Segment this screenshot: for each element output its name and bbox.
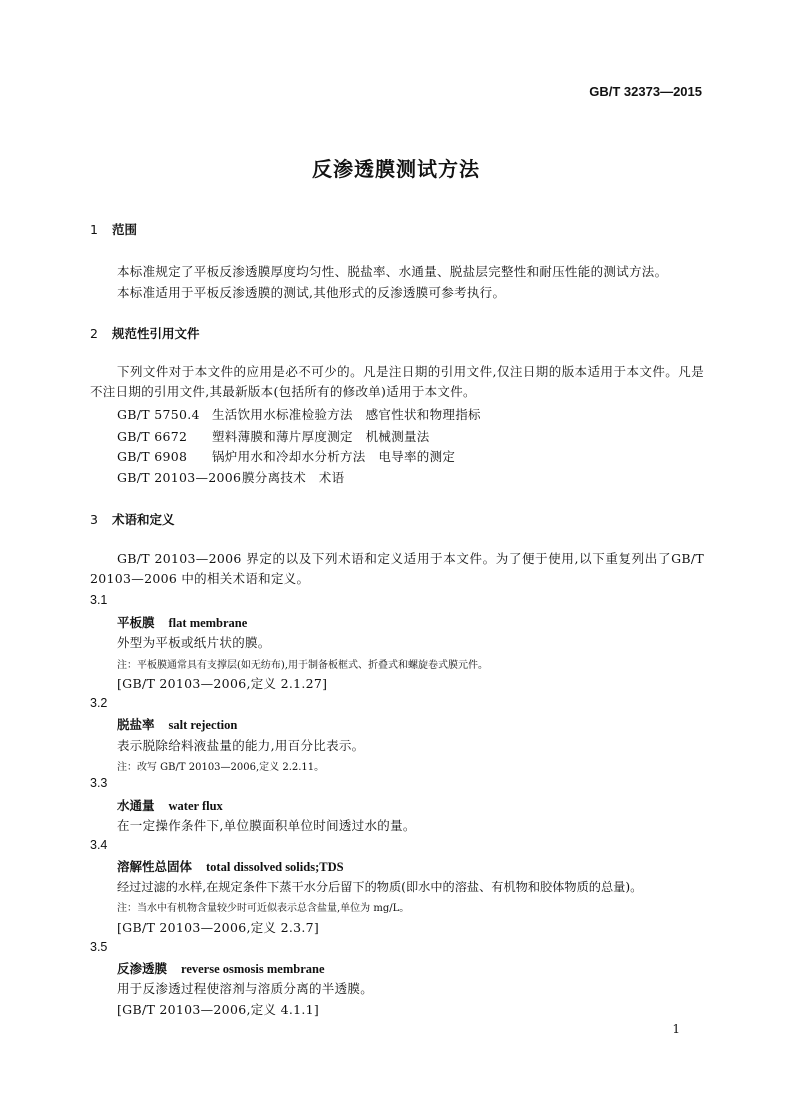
- paragraph: 下列文件对于本文件的应用是必不可少的。凡是注日期的引用文件,仅注日期的版本适用于本文件。凡是不注日期的引用文件,其最新版本(包括所有的修改单)适用于本文件。: [90, 364, 704, 399]
- term-chinese: 脱盐率: [117, 717, 155, 732]
- reference-title: 塑料薄膜和薄片厚度测定 机械测量法: [212, 429, 430, 444]
- term-heading: [117, 857, 344, 875]
- reference-title: 生活饮用水标准检验方法 感官性状和物理指标: [212, 407, 481, 422]
- term-chinese: 平板膜: [117, 615, 155, 630]
- term-definition: 在一定操作条件下,单位膜面积单位时间透过水的量。: [117, 818, 416, 833]
- term-english: reverse osmosis membrane: [181, 962, 325, 976]
- standard-number: GB/T 32373—2015: [589, 84, 702, 99]
- term-english: total dissolved solids;TDS: [206, 860, 344, 874]
- reference-item: [117, 405, 481, 423]
- reference-code: GB/T 6672: [117, 429, 188, 444]
- reference-item: [117, 427, 430, 445]
- section-number: 2: [90, 326, 98, 341]
- term-definition: 表示脱除给料液盐量的能力,用百分比表示。: [117, 738, 365, 753]
- term-english: water flux: [168, 799, 223, 813]
- page-number: 1: [672, 1022, 680, 1036]
- term-number: 3.4: [90, 838, 108, 852]
- reference-code: GB/T 5750.4: [117, 407, 200, 422]
- term-definition: 外型为平板或纸片状的膜。: [117, 635, 271, 650]
- term-chinese: 水通量: [117, 798, 155, 813]
- term-heading: [117, 796, 223, 814]
- term-note: 注：改写 GB/T 20103—2006,定义 2.2.11。: [117, 762, 325, 773]
- reference-item: [117, 447, 455, 465]
- term-heading: [117, 715, 237, 733]
- reference-code: GB/T 6908: [117, 449, 188, 464]
- section-1-heading: [90, 220, 137, 238]
- section-2-heading: [90, 324, 200, 342]
- paragraph: 本标准适用于平板反渗透膜的测试,其他形式的反渗透膜可参考执行。: [117, 285, 506, 300]
- term-number: 3.5: [90, 940, 108, 954]
- section-number: 1: [90, 222, 98, 237]
- reference-code: GB/T 20103—2006: [117, 470, 242, 485]
- paragraph: GB/T 20103—2006 界定的以及下列术语和定义适用于本文件。为了便于使用,以下重复列出了GB/T 20103—2006 中的相关术语和定义。: [90, 551, 704, 586]
- term-source: [GB/T 20103—2006,定义 4.1.1]: [117, 1002, 320, 1017]
- term-definition: 经过过滤的水样,在规定条件下蒸干水分后留下的物质(即水中的溶盐、有机物和胶体物质的总量)。: [117, 880, 643, 894]
- term-number: 3.2: [90, 696, 108, 710]
- term-english: flat membrane: [168, 616, 248, 630]
- term-number: 3.3: [90, 776, 108, 790]
- term-heading: [117, 613, 247, 631]
- paragraph: 本标准规定了平板反渗透膜厚度均匀性、脱盐率、水通量、脱盐层完整性和耐压性能的测试方法。: [117, 264, 668, 279]
- term-number: 3.1: [90, 593, 108, 607]
- term-heading: [117, 959, 325, 977]
- term-chinese: 反渗透膜: [117, 961, 168, 976]
- term-source: [GB/T 20103—2006,定义 2.3.7]: [117, 920, 320, 935]
- section-number: 3: [90, 512, 98, 527]
- reference-title: 锅炉用水和冷却水分析方法 电导率的测定: [212, 449, 456, 464]
- reference-item: [117, 468, 344, 486]
- term-note: 注：平板膜通常具有支撑层(如无纺布),用于制备板框式、折叠式和螺旋卷式膜元件。: [117, 660, 488, 671]
- term-definition: 用于反渗透过程使溶剂与溶质分离的半透膜。: [117, 981, 374, 996]
- section-title: 术语和定义: [112, 512, 175, 527]
- section-title: 规范性引用文件: [112, 326, 200, 341]
- reference-title: 膜分离技术 术语: [242, 470, 345, 485]
- section-title: 范围: [112, 222, 138, 237]
- section-3-heading: [90, 510, 175, 528]
- term-source: [GB/T 20103—2006,定义 2.1.27]: [117, 676, 328, 691]
- term-chinese: 溶解性总固体: [117, 859, 193, 874]
- term-english: salt rejection: [168, 718, 238, 732]
- term-note: 注：当水中有机物含量较少时可近似表示总含盐量,单位为 mg/L。: [117, 903, 410, 914]
- document-title: 反渗透膜测试方法: [312, 157, 480, 181]
